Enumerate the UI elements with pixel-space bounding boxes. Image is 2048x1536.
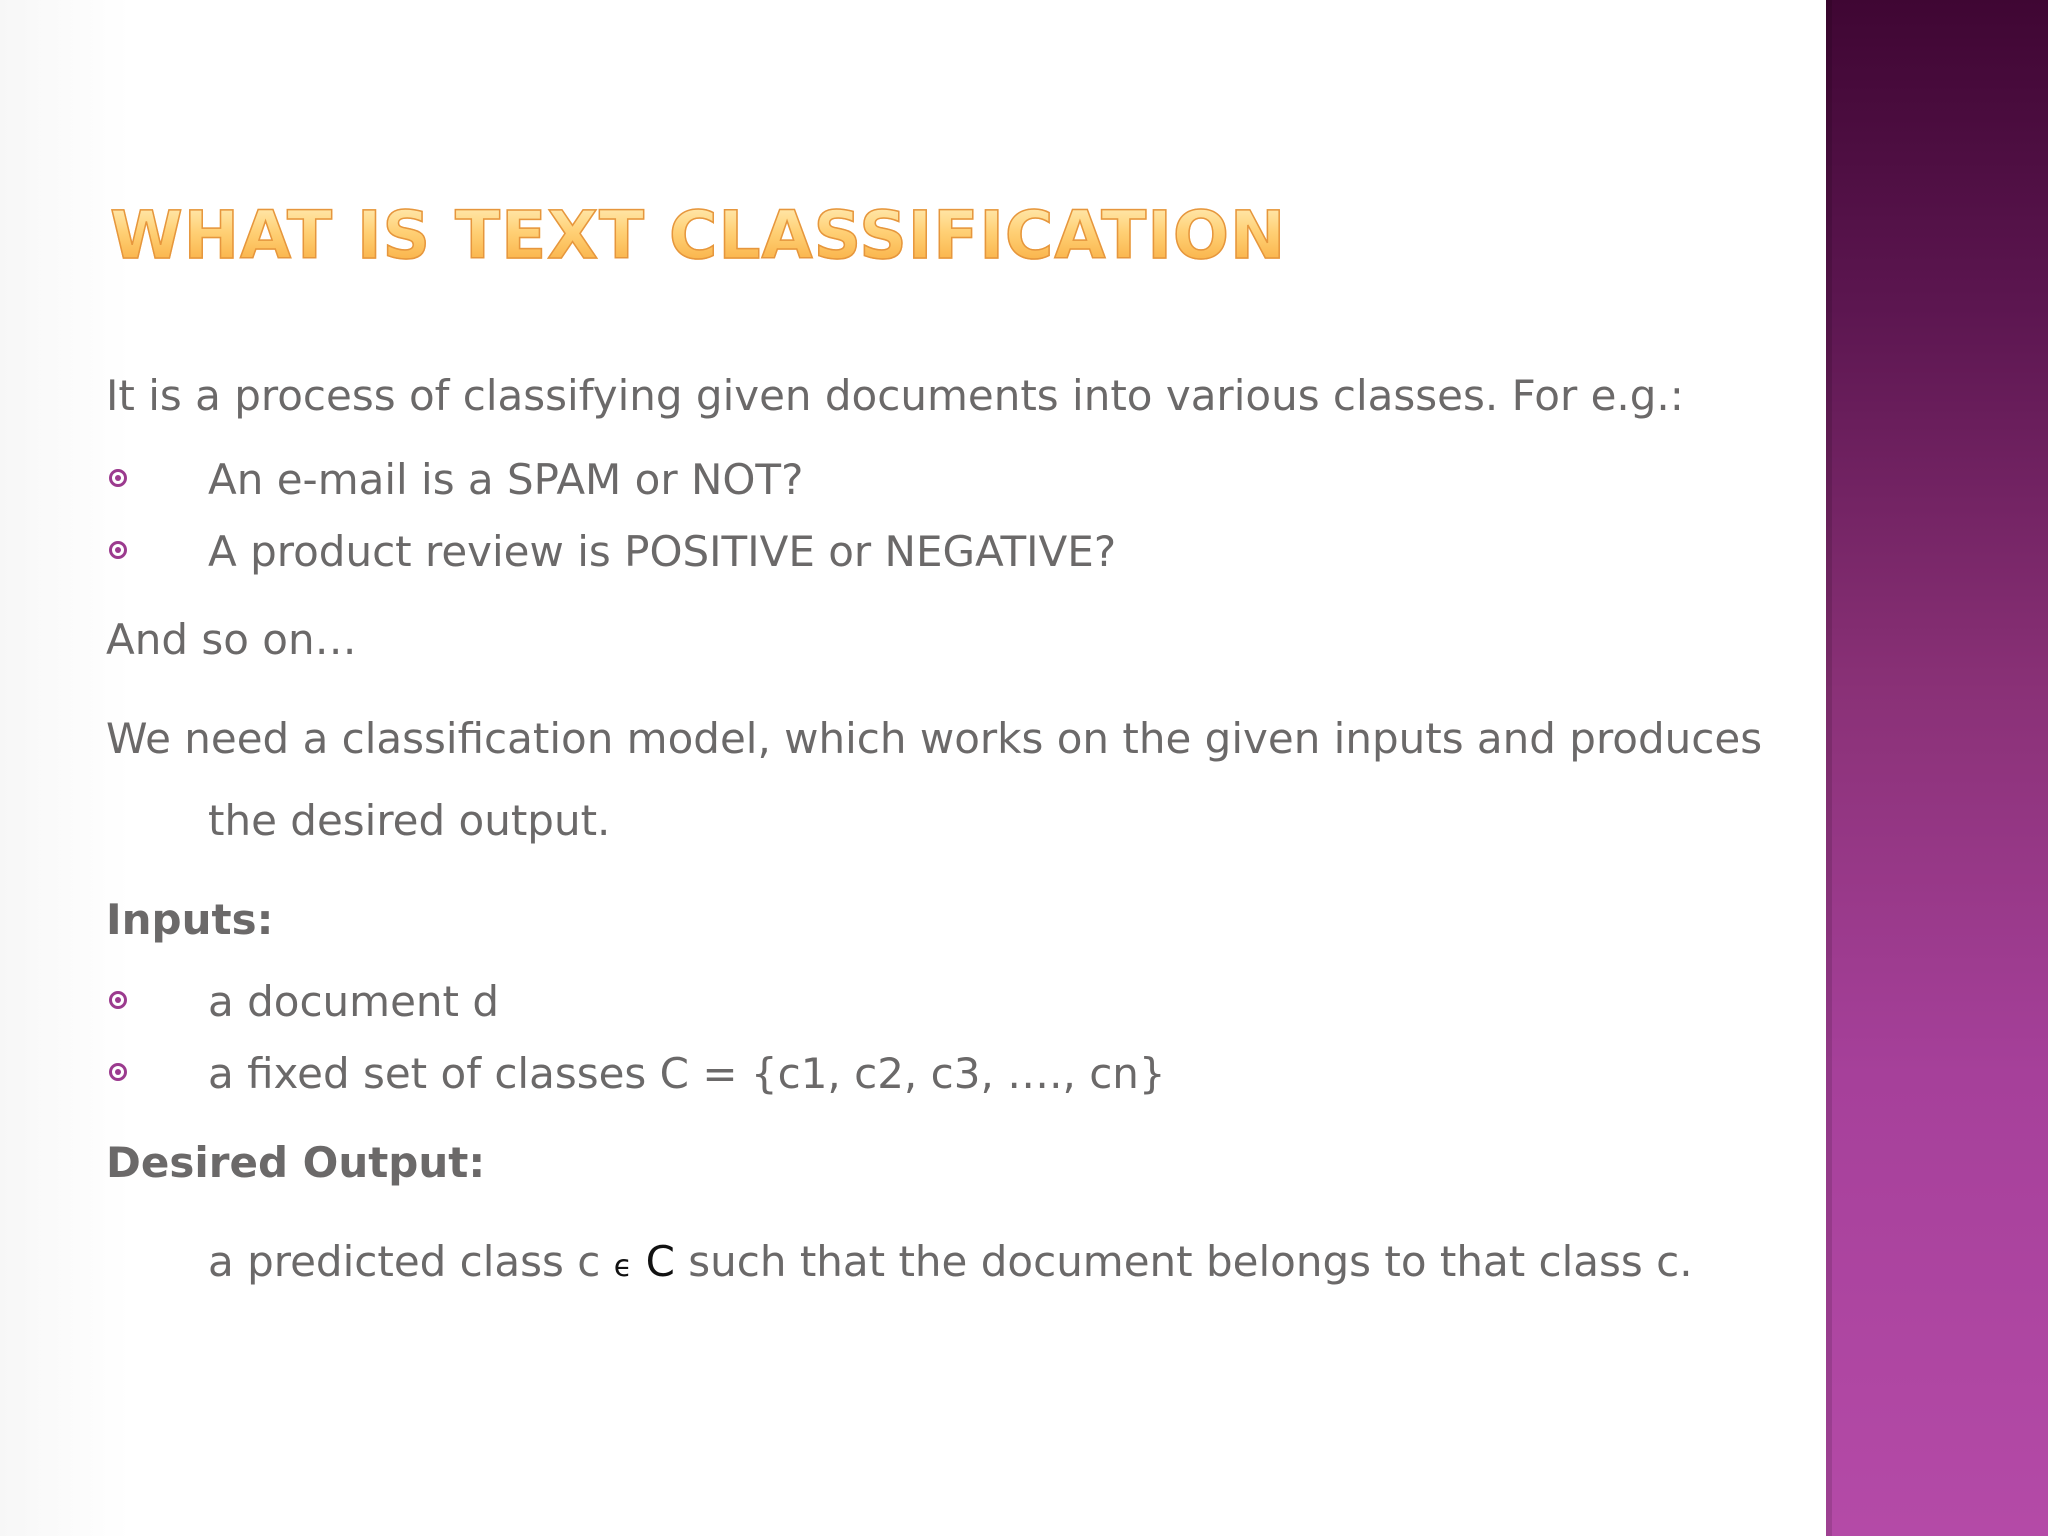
output-text [208, 1236, 1693, 1293]
circled-dot-icon [109, 469, 127, 487]
input-text-2: a fixed set of classes C = {c1, c2, c3, …., cn} [208, 1049, 1166, 1098]
circled-dot-icon [109, 991, 127, 1009]
class-set-symbol: C [645, 1237, 675, 1286]
output-heading: Desired Output: [106, 1138, 486, 1187]
output-suffix: such that the document belongs to that class c. [674, 1237, 1693, 1286]
model-text-line-2: the desired output. [208, 796, 611, 845]
decorative-sidebar [1826, 0, 2048, 1536]
input-text-1: a document d [208, 977, 500, 1026]
circled-dot-icon [109, 541, 127, 559]
inputs-heading: Inputs: [106, 895, 274, 944]
circled-dot-icon [109, 1063, 127, 1081]
model-text-line-1: We need a classification model, which works on the given inputs and produces [106, 714, 1763, 763]
and-so-on-text: And so on… [106, 615, 357, 664]
example-text-2: A product review is POSITIVE or NEGATIVE? [208, 527, 1117, 576]
slide-title: WHAT IS TEXT CLASSIFICATION [110, 197, 1287, 274]
example-text-1: An e-mail is a SPAM or NOT? [208, 455, 804, 504]
intro-text: It is a process of classifying given documents into various classes. For e.g.: [106, 371, 1684, 420]
output-prefix: a predicted class c [208, 1237, 601, 1286]
element-of-symbol: ϵ [613, 1249, 633, 1284]
